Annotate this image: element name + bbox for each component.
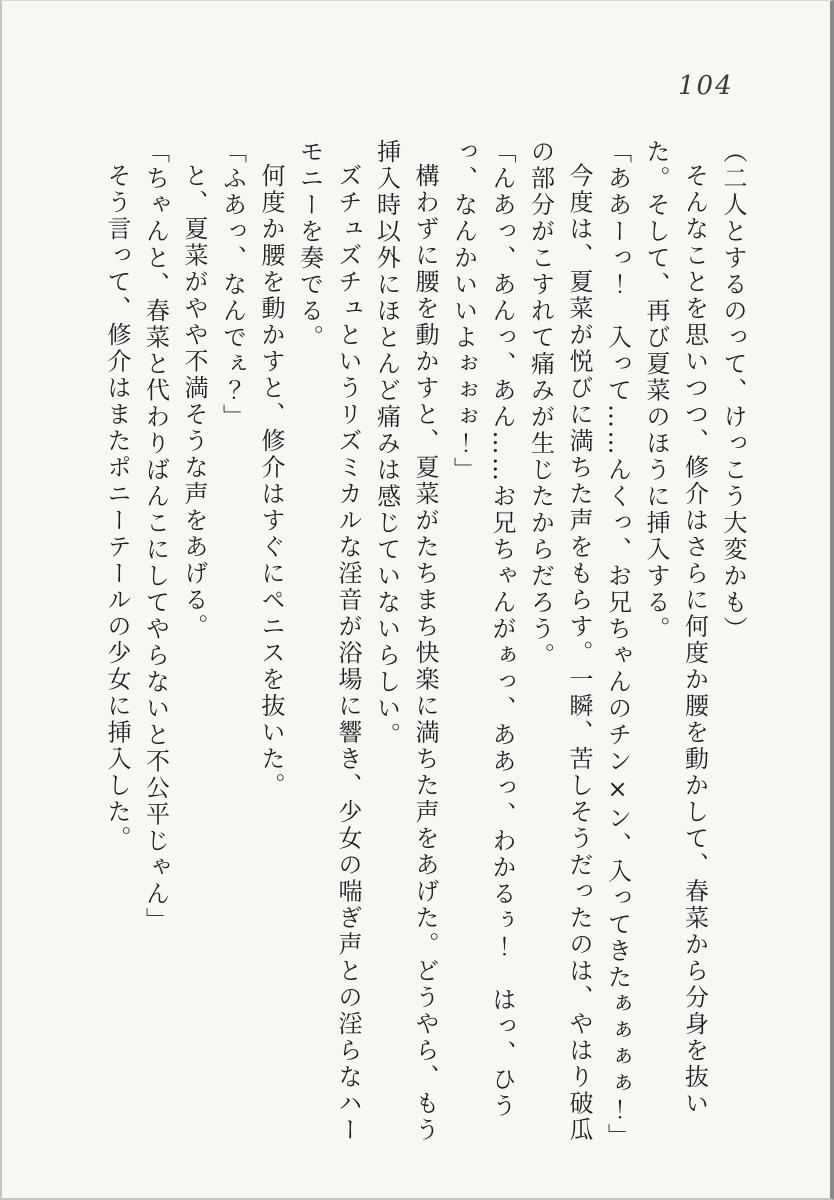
page-number: 104 xyxy=(678,71,734,101)
page-text xyxy=(94,139,752,1161)
paragraph: 「ちゃんと、春菜と代わりばんこにしてやらないと不公平じゃん」 xyxy=(141,139,170,934)
paragraph: そんなことを思いつつ、修介はさらに何度か腰を動かして、春菜から分身を抜いた。そして、再び夏菜のほうに挿入する。 xyxy=(642,139,709,1117)
paragraph: そう言って、修介はまたポニーテールの少女に挿入した。 xyxy=(103,163,131,852)
paragraph: 今度は、夏菜が悦びに満ちた声をもらす。一瞬、苦しそうだったのは、やはり破瓜の部分がこすれて痛みが生じたからだろう。 xyxy=(526,139,593,1144)
paragraph: 何度か腰を動かすと、修介はすぐにペニスを抜いた。 xyxy=(257,163,285,799)
paragraph: （二人とするのって、けっこう大変かも） xyxy=(719,139,747,643)
paragraph: 「んあっ、あんっ、あん……お兄ちゃんがぁっ、ああっ、わかるぅ！ はっ、ひうっ、なんかいいよぉぉぉ！」 xyxy=(449,139,516,1120)
paragraph: と、夏菜がやや不満そうな声をあげる。 xyxy=(180,163,208,640)
paragraph: 「ああーっ！ 入って……んくっ、お兄ちゃんのチン×ン、入ってきたぁぁぁぁ！」 xyxy=(603,139,632,1150)
paragraph: ズチュズチュというリズミカルな淫音が浴場に響き、少女の喘ぎ声との淫らなハーモニーを奏でる。 xyxy=(295,139,362,1144)
paragraph: 「ふあっ、なんでぇ？」 xyxy=(218,139,247,431)
paragraph: 構わずに腰を動かすと、夏菜がたちまち快楽に満ちた声をあげた。どうやら、もう挿入時以外にほとんど痛みは感じていないらしい。 xyxy=(372,139,439,1144)
